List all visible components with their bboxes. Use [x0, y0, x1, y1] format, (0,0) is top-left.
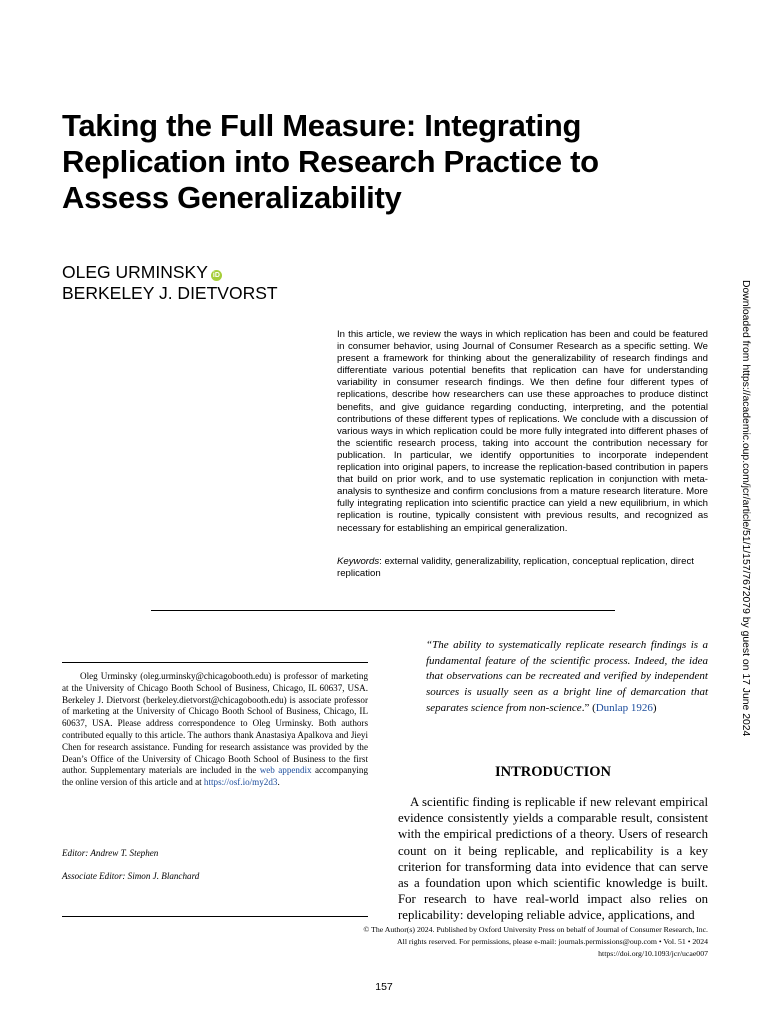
author-footnote: [62, 671, 368, 789]
editor-credit: Editor: Andrew T. Stephen: [62, 848, 159, 858]
keywords-label: Keywords: [337, 556, 380, 567]
keywords-list: : external validity, generalizability, replication, conceptual replication, direct replication: [337, 556, 694, 580]
footnote-end: .: [277, 777, 280, 788]
copyright-line: All rights reserved. For permissions, please e-mail: journals.permissions@oup.com • Vol. 51 • 2024: [397, 937, 708, 947]
footnote-top-rule: [62, 662, 368, 663]
quote-close: ): [652, 701, 657, 714]
footnote-bottom-rule: [62, 916, 368, 917]
download-watermark: Downloaded from https://academic.oup.com/jcr/article/51/1/157/7672079 by guest on 17 June 2024: [740, 280, 751, 737]
author-name-text: OLEG URMINSKY: [62, 262, 208, 282]
copyright-line: © The Author(s) 2024. Published by Oxford University Press on behalf of Journal of Consumer Research, Inc.: [363, 925, 708, 934]
citation-link[interactable]: Dunlap 1926: [595, 701, 653, 714]
web-appendix-link[interactable]: web appendix: [259, 765, 312, 776]
author-list: [62, 262, 278, 304]
article-title: Taking the Full Measure: Integrating Replication into Research Practice to Assess Generalizability: [62, 108, 599, 215]
osf-link[interactable]: https://osf.io/my2d3: [203, 777, 278, 788]
page-number: 157: [375, 981, 393, 993]
author-name: [62, 262, 278, 283]
quote-text: “The ability to systematically replicate research findings is a fundamental feature of the scientific process. Indeed, the idea that observations can be recreated and verified by independent sources is usually seen as a bright line of demarcation that separates science from non-science: [426, 639, 708, 714]
abstract: In this article, we review the ways in which replication has been and could be featured in consumer behavior, using Journal of Consumer Research as a specific setting. We present a framework for thinking about the generalizability of research findings and differentiate various potential benefits that replication can have for understanding variability in consumer research findings. We then define four different types of replications, describe how researchers can use these approaches to produce distinct benefits, and give guidance regarding conducting, interpreting, and the potential contributions of these different types of replications. We conclude with a discussion of various ways in which replication could be more fully integrated into different phases of the scientific research process, taking into account the contribution necessary for publication. In particular, we identify opportunities to incorporate independent replication into original papers, to increase the replication-based contribution in papers that build on prior work, and to use systematic replication in conjunction with meta-analysis to synthesize and confirm conclusions from a mature research literature. More fully integrating replication into scientific practice can yield a new equilibrium, in which replication is routine, typically consistent with previous results, and recognized as necessary for establishing an empirical generalization.: [337, 329, 708, 534]
author-name: BERKELEY J. DIETVORST: [62, 283, 278, 303]
introduction-text: A scientific finding is replicable if new relevant empirical evidence consistently yields a comparable result, consistent with the empirical predictions of a theory. Users of research count on it being replicable, and replicability is a key criterion for transforming data into evidence that can serve as a foundation upon which scientific knowledge is built. For research to have real-world impact also relies on replicability: developing reliable advice, applications, and: [398, 795, 708, 923]
section-divider: [151, 610, 615, 611]
doi-line[interactable]: https://doi.org/10.1093/jcr/ucae007: [598, 949, 708, 959]
quote-end: .” (: [581, 701, 596, 714]
footnote-text: Oleg Urminsky (oleg.urminsky@chicagobooth.edu) is professor of marketing at the University of Chicago Booth School of Business, Chicago, IL 60637, USA. Berkeley J. Dietvorst (berkeley.dietvorst@chicagobooth.edu) is associate professor of marketing at the University of Chicago Booth School of Business, Chicago, IL 60637, USA. Please address correspondence to Oleg Urminsky. Both authors contributed equally to this article. The authors thank Anastasiya Apalkova and Jieyi Chen for research assistance. Funding for research assistance was provided by the Dean’s Office of the University of Chicago Booth School of Business to the first author. Supplementary materials are included in the: [62, 671, 368, 776]
keywords: [337, 556, 708, 581]
introduction-heading: INTRODUCTION: [494, 764, 611, 780]
associate-editor-credit: Associate Editor: Simon J. Blanchard: [62, 871, 200, 881]
footnote-text: accompanying the online version of this article and at: [62, 765, 368, 788]
orcid-icon[interactable]: iD: [212, 272, 220, 279]
copyright-notice: [280, 924, 708, 961]
epigraph-quote: [426, 638, 708, 717]
